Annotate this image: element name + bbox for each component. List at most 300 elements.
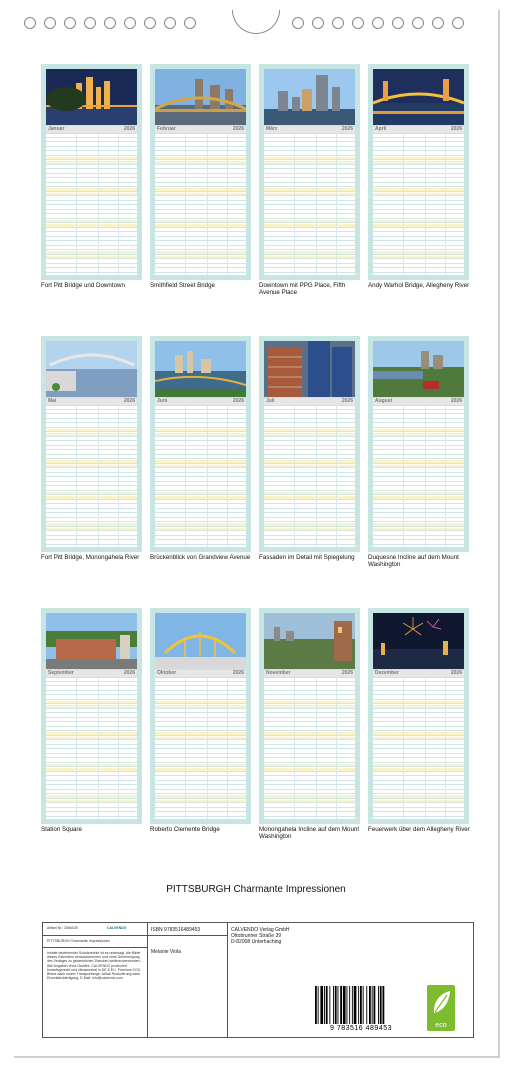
day-row — [46, 420, 137, 424]
day-row — [373, 705, 464, 709]
photo-caption: Andy Warhol Bridge, Allegheny River — [368, 282, 470, 289]
day-row — [46, 166, 137, 170]
day-row — [155, 411, 246, 415]
day-row — [46, 211, 137, 215]
day-row — [46, 782, 137, 786]
day-row — [155, 795, 246, 799]
day-row — [373, 755, 464, 759]
grandview-photo — [155, 341, 246, 397]
month-name: August — [375, 398, 393, 404]
day-row — [46, 759, 137, 763]
day-row — [373, 415, 464, 419]
grid-column-line — [98, 406, 99, 547]
day-row — [373, 447, 464, 451]
day-row — [46, 238, 137, 242]
day-row — [264, 220, 355, 224]
day-row — [373, 532, 464, 536]
publisher-name: CALVENDO Verlag GmbH — [231, 927, 290, 933]
day-row — [264, 179, 355, 183]
photo-caption: Fort Pitt Bridge, Monongahela River — [41, 554, 140, 561]
day-row — [46, 406, 137, 410]
day-row — [373, 710, 464, 714]
day-row — [264, 795, 355, 799]
month-header — [373, 126, 464, 133]
day-row — [373, 519, 464, 523]
day-row — [46, 229, 137, 233]
day-row — [373, 175, 464, 179]
month-year: 2026 — [341, 126, 353, 132]
grid-column-line — [445, 678, 446, 819]
day-row — [155, 442, 246, 446]
day-row — [264, 501, 355, 505]
day-row — [373, 179, 464, 183]
month-page-dezember — [368, 608, 469, 824]
day-row — [46, 233, 137, 237]
day-row — [373, 260, 464, 264]
grid-column-line — [425, 678, 426, 819]
grid-column-line — [185, 406, 186, 547]
day-row — [46, 723, 137, 727]
day-row — [373, 782, 464, 786]
day-row — [373, 505, 464, 509]
day-row — [373, 184, 464, 188]
binding-hole — [44, 17, 56, 29]
day-row — [155, 429, 246, 433]
day-row — [155, 705, 246, 709]
publisher-street: Ottobrunner Straße 39 — [231, 933, 282, 939]
barcode-number: 9 783516 489453 — [330, 1025, 392, 1032]
day-row — [46, 242, 137, 246]
month-year: 2026 — [450, 398, 462, 404]
photo-caption: Feuerwerk über dem Allegheny River — [368, 826, 470, 833]
month-name: September — [48, 670, 74, 676]
day-row — [46, 469, 137, 473]
day-row — [373, 537, 464, 541]
day-row — [46, 465, 137, 469]
day-row — [373, 438, 464, 442]
day-row — [46, 750, 137, 754]
month-name: Februar — [157, 126, 176, 132]
day-row — [46, 429, 137, 433]
month-year: 2026 — [341, 398, 353, 404]
day-row — [373, 424, 464, 428]
grid-column-line — [403, 134, 404, 275]
day-row — [46, 528, 137, 532]
day-row — [155, 465, 246, 469]
day-row — [46, 139, 137, 143]
day-row — [46, 152, 137, 156]
day-row — [264, 415, 355, 419]
day-row — [46, 777, 137, 781]
article-number: Artikel Nr.: 2066025 — [47, 926, 78, 930]
day-row — [264, 496, 355, 500]
day-grid — [155, 406, 246, 547]
day-grid — [264, 406, 355, 547]
month-page-august — [368, 336, 469, 552]
yellow-bridge-night-photo — [373, 69, 464, 125]
grid-column-line — [207, 134, 208, 275]
day-row — [46, 804, 137, 808]
day-row — [155, 755, 246, 759]
day-row — [264, 233, 355, 237]
day-row — [155, 256, 246, 260]
day-row — [264, 206, 355, 210]
day-row — [264, 211, 355, 215]
day-row — [264, 256, 355, 260]
month-page-september — [41, 608, 142, 824]
day-row — [46, 746, 137, 750]
day-row — [46, 705, 137, 709]
month-year: 2026 — [450, 670, 462, 676]
grid-column-line — [76, 678, 77, 819]
day-row — [373, 166, 464, 170]
day-row — [46, 532, 137, 536]
day-row — [373, 510, 464, 514]
day-row — [155, 710, 246, 714]
day-row — [46, 442, 137, 446]
info-divider — [43, 935, 147, 936]
day-row — [155, 791, 246, 795]
day-row — [264, 809, 355, 813]
day-row — [46, 456, 137, 460]
day-row — [373, 224, 464, 228]
day-row — [155, 505, 246, 509]
month-header — [264, 126, 355, 133]
day-row — [46, 188, 137, 192]
day-row — [373, 777, 464, 781]
day-row — [155, 460, 246, 464]
day-row — [373, 215, 464, 219]
day-row — [46, 501, 137, 505]
day-row — [373, 759, 464, 763]
grid-column-line — [294, 678, 295, 819]
month-year: 2026 — [450, 126, 462, 132]
day-row — [155, 134, 246, 138]
day-row — [155, 782, 246, 786]
day-row — [373, 269, 464, 273]
month-header — [264, 398, 355, 405]
day-row — [373, 206, 464, 210]
day-row — [155, 701, 246, 705]
isbn-label: ISBN 9783516489453 — [151, 927, 201, 933]
day-row — [46, 460, 137, 464]
day-row — [46, 701, 137, 705]
grid-column-line — [425, 134, 426, 275]
grid-column-line — [316, 134, 317, 275]
night-skyline-photo — [46, 69, 137, 125]
day-row — [155, 238, 246, 242]
grid-column-line — [227, 678, 228, 819]
day-row — [155, 247, 246, 251]
month-year: 2026 — [123, 126, 135, 132]
month-name: November — [266, 670, 291, 676]
day-row — [264, 523, 355, 527]
day-row — [264, 260, 355, 264]
grid-column-line — [76, 406, 77, 547]
day-row — [155, 202, 246, 206]
grid-column-line — [118, 134, 119, 275]
day-row — [373, 696, 464, 700]
month-page-april — [368, 64, 469, 280]
day-row — [155, 519, 246, 523]
day-row — [155, 265, 246, 269]
day-row — [373, 492, 464, 496]
day-row — [46, 719, 137, 723]
barcode — [313, 986, 409, 1024]
day-row — [373, 541, 464, 545]
eco-badge — [427, 985, 455, 1031]
day-row — [264, 229, 355, 233]
day-row — [264, 188, 355, 192]
day-row — [373, 514, 464, 518]
day-row — [373, 474, 464, 478]
binding-hole — [332, 17, 344, 29]
day-row — [46, 496, 137, 500]
day-row — [155, 678, 246, 682]
day-row — [373, 429, 464, 433]
day-row — [155, 211, 246, 215]
day-row — [373, 478, 464, 482]
day-row — [46, 519, 137, 523]
day-row — [264, 170, 355, 174]
day-row — [264, 139, 355, 143]
grid-column-line — [227, 134, 228, 275]
grid-column-line — [98, 678, 99, 819]
day-row — [46, 714, 137, 718]
info-divider — [147, 935, 227, 936]
day-row — [155, 438, 246, 442]
month-name: März — [266, 126, 278, 132]
day-row — [373, 728, 464, 732]
day-row — [155, 469, 246, 473]
day-row — [155, 723, 246, 727]
day-row — [373, 456, 464, 460]
day-row — [373, 501, 464, 505]
day-row — [373, 148, 464, 152]
day-row — [264, 406, 355, 410]
day-row — [264, 433, 355, 437]
month-page-mai — [41, 336, 142, 552]
day-row — [46, 474, 137, 478]
day-row — [264, 247, 355, 251]
day-row — [264, 532, 355, 536]
day-row — [373, 157, 464, 161]
day-row — [155, 420, 246, 424]
photo-caption: Downtown mit PPG Place, Fifth Avenue Place — [259, 282, 346, 296]
day-row — [155, 800, 246, 804]
day-row — [373, 813, 464, 817]
day-row — [46, 424, 137, 428]
grid-column-line — [294, 406, 295, 547]
day-row — [373, 692, 464, 696]
binding-hole — [292, 17, 304, 29]
day-row — [46, 514, 137, 518]
day-row — [46, 134, 137, 138]
day-row — [373, 229, 464, 233]
day-row — [373, 451, 464, 455]
day-row — [264, 148, 355, 152]
day-row — [155, 764, 246, 768]
day-row — [373, 233, 464, 237]
bridge-city-photo — [155, 69, 246, 125]
day-row — [373, 800, 464, 804]
month-year: 2026 — [232, 670, 244, 676]
info-divider — [43, 947, 147, 948]
day-row — [264, 705, 355, 709]
day-row — [264, 782, 355, 786]
day-row — [264, 411, 355, 415]
day-row — [373, 442, 464, 446]
day-row — [46, 809, 137, 813]
binding-hole — [124, 17, 136, 29]
binding-hole — [312, 17, 324, 29]
day-row — [155, 501, 246, 505]
day-row — [46, 256, 137, 260]
day-row — [155, 175, 246, 179]
grid-column-line — [118, 678, 119, 819]
month-page-juli — [259, 336, 360, 552]
day-row — [46, 487, 137, 491]
day-row — [46, 184, 137, 188]
day-row — [46, 786, 137, 790]
grid-column-line — [294, 134, 295, 275]
grid-column-line — [118, 406, 119, 547]
month-page-juni — [150, 336, 251, 552]
day-grid — [264, 678, 355, 819]
day-grid — [373, 678, 464, 819]
day-row — [46, 537, 137, 541]
grid-column-line — [316, 678, 317, 819]
photo-caption: Roberto Clemente Bridge — [150, 826, 220, 833]
day-row — [155, 447, 246, 451]
grid-column-line — [445, 134, 446, 275]
day-row — [46, 260, 137, 264]
day-row — [155, 188, 246, 192]
day-row — [46, 143, 137, 147]
day-row — [373, 152, 464, 156]
facade-reflection-photo — [264, 341, 355, 397]
month-header — [155, 126, 246, 133]
day-row — [46, 161, 137, 165]
day-row — [155, 483, 246, 487]
day-row — [264, 161, 355, 165]
day-row — [264, 777, 355, 781]
month-name: Oktober — [157, 670, 177, 676]
day-row — [264, 696, 355, 700]
day-row — [373, 528, 464, 532]
day-row — [46, 768, 137, 772]
day-row — [373, 143, 464, 147]
binding-hole — [104, 17, 116, 29]
grid-column-line — [445, 406, 446, 547]
day-row — [46, 157, 137, 161]
day-row — [155, 157, 246, 161]
month-year: 2026 — [341, 670, 353, 676]
day-row — [264, 166, 355, 170]
month-name: Juli — [266, 398, 275, 404]
clemente-bridge-photo — [155, 613, 246, 669]
day-row — [155, 696, 246, 700]
day-row — [264, 813, 355, 817]
month-name: Juni — [157, 398, 168, 404]
day-row — [155, 523, 246, 527]
binding-hole — [432, 17, 444, 29]
day-row — [373, 465, 464, 469]
binding-hole — [412, 17, 424, 29]
day-row — [155, 541, 246, 545]
photo-caption: Fort Pitt Bridge und Downtown — [41, 282, 125, 289]
day-row — [155, 487, 246, 491]
day-row — [373, 411, 464, 415]
day-row — [155, 759, 246, 763]
day-row — [155, 768, 246, 772]
day-row — [46, 683, 137, 687]
day-row — [264, 478, 355, 482]
month-page-november — [259, 608, 360, 824]
station-square-photo — [46, 613, 137, 669]
grid-column-line — [98, 134, 99, 275]
binding-hole — [352, 17, 364, 29]
day-row — [373, 764, 464, 768]
day-row — [264, 505, 355, 509]
day-row — [264, 764, 355, 768]
day-row — [155, 777, 246, 781]
day-row — [155, 166, 246, 170]
day-grid — [46, 678, 137, 819]
day-row — [264, 269, 355, 273]
fireworks-photo — [373, 613, 464, 669]
day-grid — [373, 406, 464, 547]
day-row — [264, 429, 355, 433]
day-row — [373, 768, 464, 772]
day-row — [264, 175, 355, 179]
day-row — [46, 438, 137, 442]
day-row — [46, 197, 137, 201]
day-row — [264, 804, 355, 808]
day-row — [155, 496, 246, 500]
day-row — [155, 456, 246, 460]
grid-column-line — [185, 678, 186, 819]
binding-hole — [452, 17, 464, 29]
day-row — [264, 469, 355, 473]
day-row — [373, 251, 464, 255]
day-row — [155, 813, 246, 817]
binding-hole — [64, 17, 76, 29]
month-header — [46, 670, 137, 677]
month-page-februar — [150, 64, 251, 280]
day-row — [264, 474, 355, 478]
day-row — [155, 424, 246, 428]
day-row — [155, 152, 246, 156]
day-row — [46, 170, 137, 174]
day-row — [264, 215, 355, 219]
day-row — [373, 220, 464, 224]
photo-caption: Smithfield Street Bridge — [150, 282, 215, 289]
info-divider — [227, 923, 228, 1037]
day-row — [155, 750, 246, 754]
day-row — [264, 184, 355, 188]
day-row — [264, 157, 355, 161]
day-row — [373, 719, 464, 723]
grid-column-line — [403, 678, 404, 819]
grid-column-line — [316, 406, 317, 547]
day-row — [264, 692, 355, 696]
day-grid — [46, 406, 137, 547]
grid-column-line — [336, 406, 337, 547]
day-row — [264, 759, 355, 763]
month-header — [264, 670, 355, 677]
day-row — [373, 188, 464, 192]
